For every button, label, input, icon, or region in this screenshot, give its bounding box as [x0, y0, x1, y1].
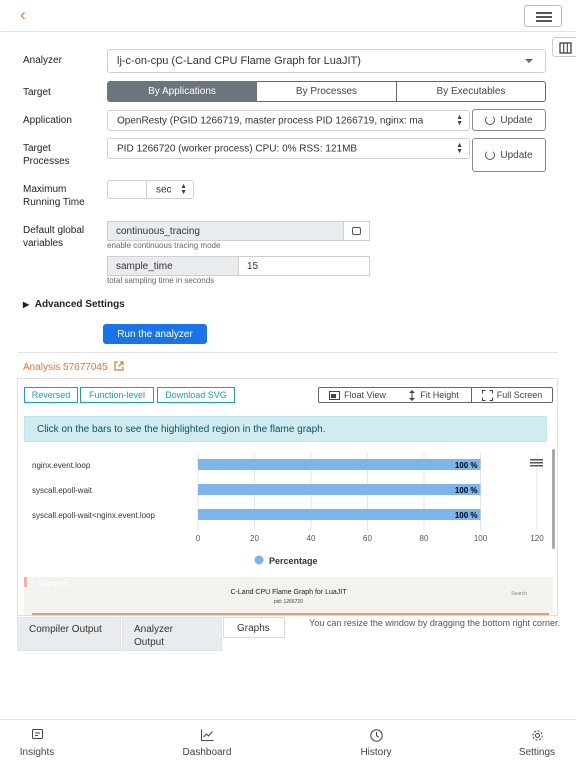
application-value: OpenResty (PGID 1266719, master process PID 1266719, nginx: ma — [117, 115, 424, 126]
continuous-tracing-checkbox[interactable] — [343, 221, 370, 241]
update-processes-button[interactable] — [472, 138, 546, 172]
max-running-input[interactable] — [107, 180, 147, 199]
tick-label: 80 — [419, 534, 429, 543]
refresh-icon — [485, 115, 495, 125]
category-label: nginx.event.loop — [32, 461, 91, 470]
tick-label: 0 — [195, 534, 201, 543]
hamburger-icon[interactable] — [524, 5, 562, 27]
unit-value: sec — [156, 184, 172, 195]
category-label: syscall.epoll-wait<nginx.event.loop — [32, 511, 155, 520]
legend-marker — [255, 556, 264, 565]
flame-search-label[interactable]: Search — [511, 591, 527, 597]
tick-label: 120 — [530, 534, 544, 543]
nav-dashboard-label: Dashboard — [182, 747, 232, 758]
var-sample-time-name: sample_time — [107, 256, 239, 276]
tab-graphs[interactable]: Graphs — [223, 617, 285, 638]
nav-dashboard[interactable] — [167, 728, 247, 758]
data-label: 100 % — [454, 461, 478, 470]
arrows-vertical-icon — [408, 390, 416, 401]
tick-label: 100 — [473, 534, 488, 543]
percentage-bar-chart — [18, 449, 553, 575]
analysis-panel — [17, 378, 558, 616]
flame-graph-preview[interactable] — [24, 577, 553, 616]
gear-icon — [531, 729, 544, 742]
category-label: syscall.epoll-wait — [32, 486, 93, 495]
updown-icon: ▲ ▼ — [456, 113, 463, 127]
tab-by-executables[interactable]: By Executables — [396, 81, 546, 102]
float-view-label: Float View — [344, 390, 386, 400]
chart-menu-icon[interactable] — [530, 462, 543, 464]
float-view-button[interactable] — [318, 387, 397, 403]
nav-history[interactable] — [336, 728, 416, 758]
clock-icon — [370, 729, 383, 742]
fit-height-label: Fit Height — [420, 390, 459, 400]
advanced-label: Advanced Settings — [34, 299, 125, 310]
chart-menu-icon[interactable] — [530, 465, 543, 467]
tick-label: 40 — [306, 534, 316, 543]
target-label: Target — [23, 87, 51, 98]
nav-insights-label: Insights — [19, 747, 55, 758]
bar[interactable] — [198, 509, 481, 520]
analyzer-label: Analyzer — [23, 55, 62, 66]
chevron-down-icon — [525, 59, 533, 63]
tick-label: 20 — [250, 534, 259, 543]
tab-compiler-output[interactable] — [17, 617, 121, 651]
tick-label: 60 — [363, 534, 372, 543]
var-continuous-tracing-name: continuous_tracing — [107, 221, 344, 241]
analyzer-value: lj-c-on-cpu (C-Land CPU Flame Graph for LuaJIT) — [117, 55, 361, 67]
bar[interactable] — [198, 459, 481, 470]
caret-right-icon: ▶ — [23, 300, 30, 309]
target-processes-select[interactable] — [107, 138, 470, 159]
download-svg-button[interactable]: Download SVG — [157, 387, 235, 403]
chevron-left-icon[interactable]: ‹ — [20, 5, 26, 24]
scrollbar[interactable] — [552, 449, 555, 549]
expand-icon — [482, 390, 493, 401]
sample-time-input[interactable]: 15 — [238, 256, 370, 276]
flame-title: C-Land CPU Flame Graph for LuaJIT — [230, 589, 347, 596]
full-screen-button[interactable] — [471, 387, 553, 403]
reversed-button[interactable]: Reversed — [24, 387, 78, 403]
nav-insights[interactable] — [0, 728, 77, 758]
tab-label: Compiler Output — [29, 624, 102, 635]
external-link-icon — [114, 361, 124, 371]
columns-icon[interactable] — [552, 37, 576, 57]
samples-label: Samples — [38, 579, 70, 588]
function-level-button[interactable]: Function-level — [80, 387, 154, 403]
bottom-nav — [0, 719, 576, 768]
sample-time-desc: total sampling time in seconds — [107, 276, 215, 285]
fit-height-button[interactable] — [396, 387, 472, 403]
insights-icon — [32, 729, 43, 741]
target-processes-value: PID 1266720 (worker process) CPU: 0% RSS: 121MB — [117, 143, 358, 154]
float-window-icon — [329, 391, 340, 400]
application-select[interactable] — [107, 110, 470, 131]
flame-subtitle: pid: 1266720 — [274, 599, 303, 605]
continuous-tracing-desc: enable continuous tracing mode — [107, 241, 221, 250]
flame-tab — [24, 577, 27, 587]
chart-menu-icon[interactable] — [530, 459, 543, 461]
updown-icon: ▲ ▼ — [456, 141, 463, 155]
max-running-label: Maximum Running Time — [23, 184, 85, 208]
divider — [18, 352, 558, 353]
tab-analyzer-output[interactable] — [122, 617, 222, 651]
flame-bar[interactable] — [32, 613, 549, 616]
analysis-link[interactable] — [23, 361, 124, 373]
run-analyzer-button[interactable]: Run the analyzer — [103, 324, 207, 344]
update-label: Update — [500, 114, 533, 126]
analyzer-select[interactable] — [107, 49, 546, 73]
max-running-unit-select[interactable] — [146, 180, 194, 199]
info-alert: Click on the bars to see the highlighted region in the flame graph. — [24, 416, 547, 442]
advanced-settings-toggle[interactable] — [23, 299, 125, 310]
update-application-button[interactable] — [472, 109, 546, 131]
data-label: 100 % — [454, 486, 478, 495]
refresh-icon — [485, 150, 495, 160]
tab-by-processes[interactable]: By Processes — [257, 81, 397, 102]
resize-hint: You can resize the window by dragging the bottom right corner. — [309, 618, 560, 628]
nav-settings-label: Settings — [518, 747, 556, 758]
legend-label: Percentage — [269, 556, 318, 566]
analysis-link-label: Analysis 57677045 — [23, 362, 108, 373]
target-processes-label: Target Processes — [23, 143, 70, 167]
top-bar — [0, 0, 576, 32]
full-screen-label: Full Screen — [496, 390, 543, 400]
nav-settings[interactable] — [497, 728, 576, 758]
updown-icon: ▲ ▼ — [180, 182, 187, 196]
nav-history-label: History — [360, 747, 392, 758]
application-label: Application — [23, 115, 72, 126]
data-label: 100 % — [454, 511, 478, 520]
chart-line-icon — [201, 729, 214, 741]
update-label: Update — [500, 149, 533, 161]
bar[interactable] — [198, 484, 481, 495]
tab-by-applications[interactable]: By Applications — [107, 81, 257, 102]
globals-label: Default global variables — [23, 225, 85, 249]
tab-label: Analyzer Output — [134, 624, 173, 648]
